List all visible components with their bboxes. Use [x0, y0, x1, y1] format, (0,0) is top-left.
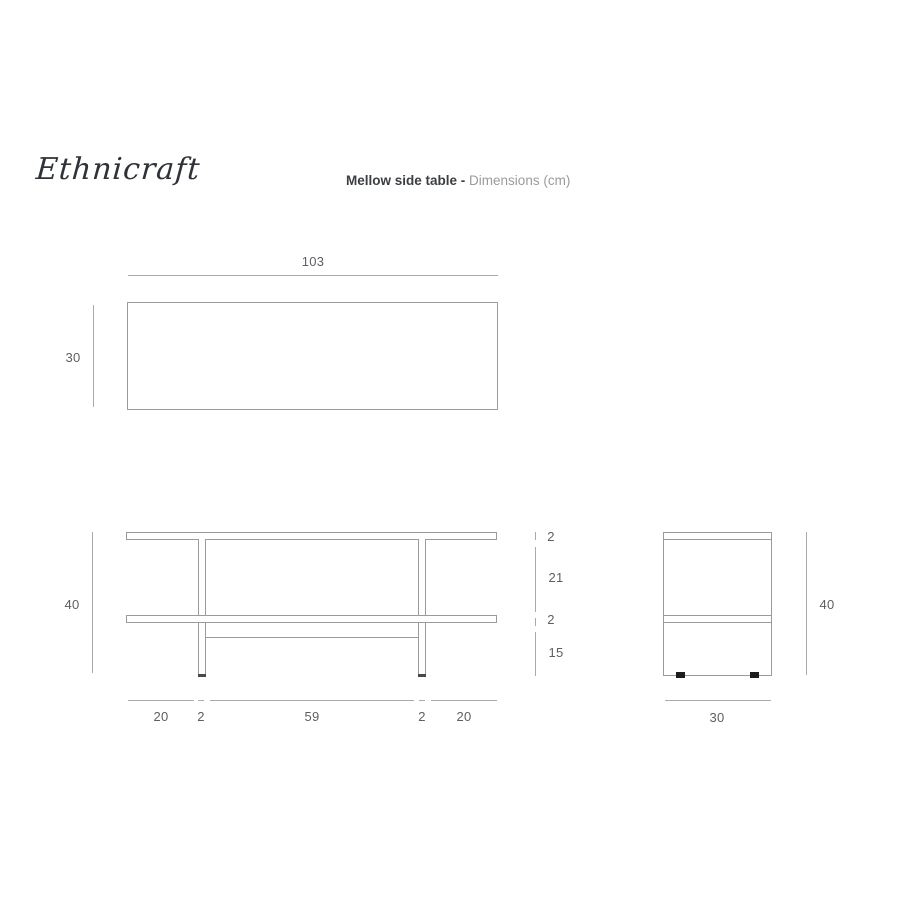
side-view-depth-dimension-line	[665, 700, 771, 701]
front-view-right-dim-seg-4	[535, 632, 536, 676]
side-view-height-dimension-line	[806, 532, 807, 675]
front-view-right-dim-seg-2	[535, 547, 536, 612]
front-view-right-leg	[418, 539, 426, 676]
front-view-bottom-dim-seg-3	[210, 700, 414, 701]
front-view-leg-right-label: 2	[418, 709, 426, 724]
front-view-bottom-dim-seg-2	[198, 700, 204, 701]
front-view-overhang-right-label: 20	[456, 709, 472, 724]
front-view-right-foot	[418, 674, 426, 677]
front-view-shelf-thickness-label: 2	[547, 612, 555, 627]
front-view-span-label: 59	[304, 709, 320, 724]
side-view-outline	[663, 532, 772, 676]
front-view-overhang-left-label: 20	[153, 709, 169, 724]
front-view-left-foot	[198, 674, 206, 677]
front-view-bottom-dim-seg-4	[419, 700, 425, 701]
front-view-bottom-dim-seg-1	[128, 700, 194, 701]
side-view-shelf-top-line	[663, 615, 772, 616]
front-view-right-dim-seg-1	[535, 532, 536, 540]
front-view-top-thickness-label: 2	[547, 529, 555, 544]
side-view-back-foot	[750, 672, 759, 678]
side-view-shelf-bottom-line	[663, 622, 772, 623]
sheet-subtitle: Dimensions (cm)	[469, 173, 571, 188]
side-view-front-foot	[676, 672, 685, 678]
top-view-depth-label: 30	[65, 350, 81, 365]
front-view-shelf	[126, 615, 497, 623]
product-name: Mellow side table -	[346, 173, 466, 188]
top-view-width-dimension-line	[128, 275, 498, 276]
front-view-gap-label: 21	[548, 570, 564, 585]
side-view-tabletop-line	[663, 539, 772, 540]
front-view-leg-left-label: 2	[197, 709, 205, 724]
front-view-left-leg	[198, 539, 206, 676]
front-view-bottom-dim-seg-5	[431, 700, 497, 701]
top-view-outline	[127, 302, 498, 410]
side-view-height-label: 40	[819, 597, 835, 612]
top-view-depth-dimension-line	[93, 305, 94, 407]
front-view-height-dimension-line	[92, 532, 93, 673]
front-view-height-label: 40	[64, 597, 80, 612]
front-view-tabletop	[126, 532, 497, 540]
front-view-stretcher	[205, 637, 419, 638]
sheet-title	[346, 173, 570, 188]
front-view-clearance-label: 15	[548, 645, 564, 660]
side-view-depth-label: 30	[709, 710, 725, 725]
brand-logo: Ethnicraft	[34, 152, 202, 187]
front-view-right-dim-seg-3	[535, 618, 536, 626]
top-view-width-label: 103	[301, 254, 325, 269]
